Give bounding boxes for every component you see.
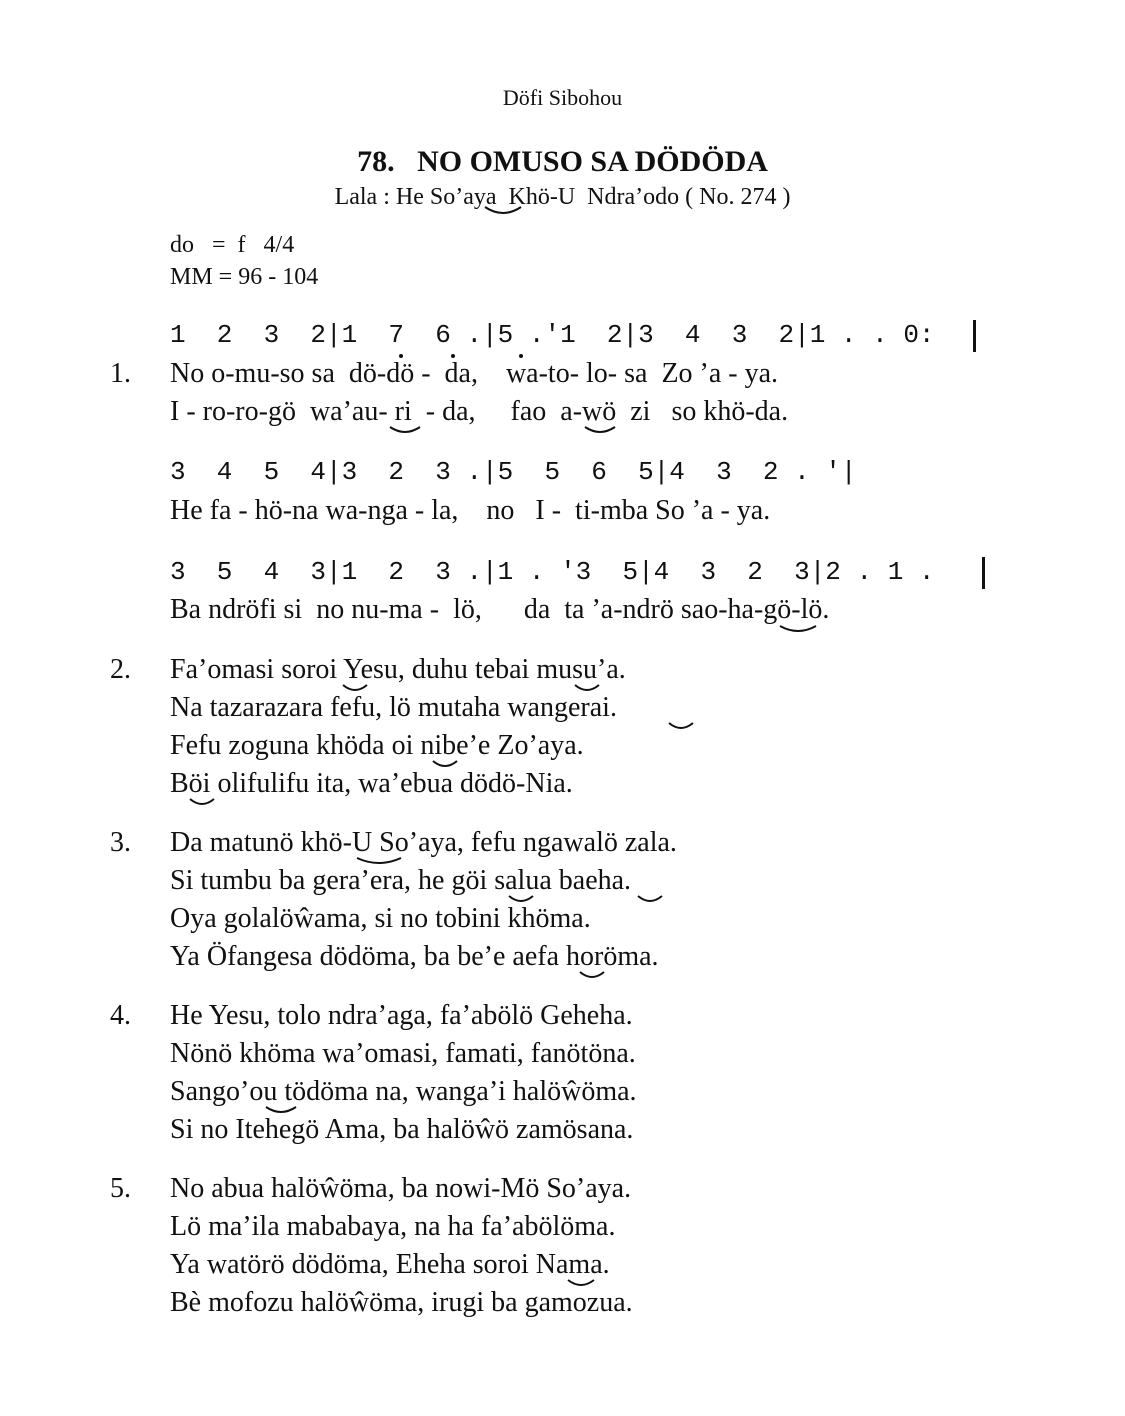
lyric-line: Si no Itehegö Ama, ba halöŵö zamösana. (170, 1114, 634, 1145)
notation-line: 1 2 3 2|1 7 6 .|5 .'1 2|3 4 3 2|1 . . 0: (170, 320, 935, 350)
page-header: Döfi Sibohou (502, 85, 623, 110)
slur-mark (188, 797, 216, 809)
lyric-line: Ba ndröfi si no nu-ma - lö, da ta ’a-ndrö sao-ha-gö-lö. (170, 594, 830, 625)
lyric-line: Oya golalöŵama, si no tobini khöma. (170, 903, 591, 934)
slur-mark (578, 970, 606, 982)
lyric-line: Lö ma’ila mababaya, na ha fa’abölöma. (170, 1211, 616, 1242)
tune-reference: Lala : He So’aya Khö-U Ndra’odo ( No. 274 ) (334, 184, 791, 210)
lyric-line: Böi olifulifu ita, wa’ebua dödö-Nia. (170, 768, 573, 799)
lyric-line: Ya Öfangesa dödöma, ba be’e aefa horöma. (170, 941, 659, 972)
lyric-line: Da matunö khö-U So’aya, fefu ngawalö zala. (170, 827, 677, 858)
lyric-line: No abua halöŵöma, ba nowi-Mö So’aya. (170, 1173, 632, 1204)
lyric-line: Bè mofozu halöŵöma, irugi ba gamozua. (170, 1287, 633, 1318)
lyric-line: Si tumbu ba gera’era, he göi salua baeha. (170, 865, 632, 896)
tempo-marking: MM = 96 - 104 (170, 264, 319, 290)
lyric-line: Ya watörö dödöma, Eheha soroi Nama. (170, 1249, 610, 1280)
key-signature: do = f 4/4 (170, 232, 295, 258)
lyric-line: Nönö khöma wa’omasi, famati, fanötöna. (170, 1038, 636, 1069)
slur-mark (778, 624, 818, 636)
slur-mark (483, 205, 523, 219)
lyric-line: No o-mu-so sa dö-dö - da, wa-to- lo- sa Zo ’a - ya. (170, 358, 779, 389)
hymn-title: 78. NO OMUSO SA DÖDÖDA (357, 145, 768, 178)
slur-mark (507, 894, 535, 906)
lyric-line: He fa - hö-na wa-nga - la, no I - ti-mba So ’a - ya. (170, 495, 771, 526)
verse-number: 1. (110, 358, 131, 389)
slur-mark (573, 683, 601, 695)
slur-mark (566, 1278, 596, 1290)
lyric-line: Fefu zoguna khöda oi nibe’e Zo’aya. (170, 730, 584, 761)
slur-mark (583, 425, 617, 437)
slur-mark (355, 856, 403, 868)
verse-number: 2. (110, 654, 131, 685)
slur-mark (264, 1105, 298, 1117)
slur-mark (636, 894, 664, 906)
lyric-line: He Yesu, tolo ndra’aga, fa’abölö Geheha. (170, 1000, 633, 1031)
slur-mark (667, 721, 695, 733)
notation-line: 3 4 5 4|3 2 3 .|5 5 6 5|4 3 2 . '| (170, 457, 857, 487)
lyric-line: Sango’ou tödöma na, wanga’i halöŵöma. (170, 1076, 637, 1107)
final-barline (982, 557, 985, 589)
notation-line: 3 5 4 3|1 2 3 .|1 . '3 5|4 3 2 3|2 . 1 . (170, 557, 935, 587)
lyric-line: Na tazarazara fefu, lö mutaha wangerai. (170, 692, 617, 723)
verse-number: 4. (110, 1000, 131, 1031)
lyric-line: I - ro-ro-gö wa’au- ri - da, fao a-wö zi so khö-da. (170, 396, 789, 427)
slur-mark (431, 759, 459, 771)
slur-mark (388, 425, 422, 437)
slur-mark (341, 683, 369, 695)
lyric-line: Fa’omasi soroi Yesu, duhu tebai musu’a. (170, 654, 626, 685)
verse-number: 5. (110, 1173, 131, 1204)
verse-number: 3. (110, 827, 131, 858)
repeat-barline (973, 320, 976, 352)
